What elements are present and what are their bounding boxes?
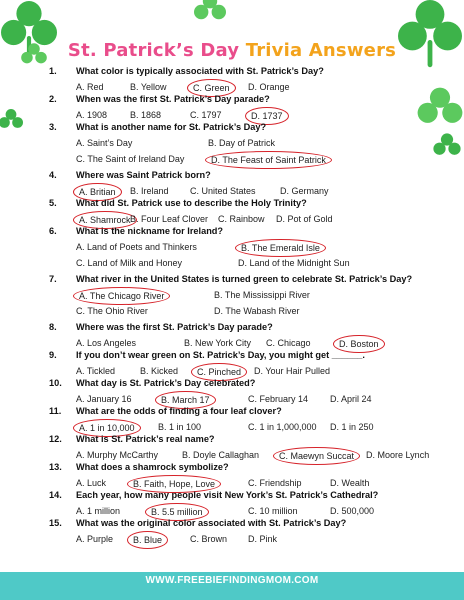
answer-option: A. Tickled <box>76 366 116 376</box>
answer-option: D. Land of the Midnight Sun <box>238 258 350 268</box>
shamrock-decoration-right-2 <box>430 130 464 164</box>
answer-option-circled <box>76 290 167 302</box>
question-text: What was the original color associated with St. Patrick’s Day? <box>76 518 347 528</box>
answer-option-circled <box>194 366 244 378</box>
answer-option: A. 1 million <box>76 506 121 516</box>
answer-option: C. Rainbow <box>218 214 265 224</box>
title-part-1: St. Patrick’s Day <box>67 40 240 61</box>
correct-answer-circle: C. Pinched <box>194 366 244 378</box>
question-text: Where was Saint Patrick born? <box>76 170 211 180</box>
answer-option: A. Red <box>76 82 104 92</box>
answer-option-circled <box>248 110 286 122</box>
question-number: 6. <box>49 226 57 236</box>
answer-option: D. Pot of Gold <box>276 214 333 224</box>
question-number: 10. <box>49 378 62 388</box>
shamrock-decoration-top-right <box>390 0 464 72</box>
question-number: 3. <box>49 122 57 132</box>
answer-option-circled <box>130 534 165 546</box>
correct-answer-circle: A. Shamrock <box>76 214 134 226</box>
answer-option-circled <box>208 154 329 166</box>
question-text: What river in the United States is turned green to celebrate St. Patrick’s Day? <box>76 274 413 284</box>
answer-option-circled <box>148 506 206 518</box>
question-text: What day is St. Patrick’s Day celebrated? <box>76 378 256 388</box>
shamrock-decoration-top-center <box>190 0 230 30</box>
answer-option: D. Pink <box>248 534 278 544</box>
answer-option: D. April 24 <box>330 394 372 404</box>
answer-option-circled <box>76 186 119 198</box>
question-text: What color is typically associated with St. Patrick’s Day? <box>76 66 324 76</box>
question-number: 9. <box>49 350 57 360</box>
answer-option: A. Los Angeles <box>76 338 137 348</box>
footer-url: WWW.FREEBIEFINDINGMOM.COM <box>145 575 319 586</box>
answer-option: C. Brown <box>190 534 228 544</box>
answer-option: A. Land of Poets and Thinkers <box>76 242 197 252</box>
answer-option-circled <box>336 338 382 350</box>
question-number: 2. <box>49 94 57 104</box>
answer-option: D. Wealth <box>330 478 370 488</box>
question-number: 5. <box>49 198 57 208</box>
question-number: 8. <box>49 322 57 332</box>
correct-answer-circle: C. Green <box>190 82 233 94</box>
answer-option: C. United States <box>190 186 256 196</box>
correct-answer-circle: C. Maewyn Succat <box>276 450 357 462</box>
answer-option: D. Your Hair Pulled <box>254 366 331 376</box>
question-text: What is another name for St. Patrick’s Day? <box>76 122 267 132</box>
question-number: 11. <box>49 406 62 416</box>
answer-option: D. Moore Lynch <box>366 450 430 460</box>
answer-option: A. 1908 <box>76 110 108 120</box>
answer-option: B. The Mississippi River <box>214 290 310 300</box>
question-number: 7. <box>49 274 57 284</box>
answer-option: D. Orange <box>248 82 290 92</box>
correct-answer-circle: B. Faith, Hope, Love <box>130 478 218 490</box>
answer-option: D. 500,000 <box>330 506 375 516</box>
question-text: If you don’t wear green on St. Patrick’s Day, you might get ______. <box>76 350 365 360</box>
question-text: What is the nickname for Ireland? <box>76 226 224 236</box>
question-text: What does a shamrock symbolize? <box>76 462 229 472</box>
shamrock-decoration-left <box>0 106 26 136</box>
answer-option: B. 1868 <box>130 110 162 120</box>
answer-option: D. Germany <box>280 186 329 196</box>
answer-option: C. Land of Milk and Honey <box>76 258 183 268</box>
answer-option: B. Day of Patrick <box>208 138 276 148</box>
answer-option: B. Four Leaf Clover <box>130 214 209 224</box>
question-text: When was the first St. Patrick’s Day parade? <box>76 94 270 104</box>
answer-option: C. 10 million <box>248 506 298 516</box>
answer-option: A. January 16 <box>76 394 132 404</box>
correct-answer-circle: B. March 17 <box>158 394 213 406</box>
answer-option-circled <box>158 394 213 406</box>
question-text: What are the odds of finding a four leaf clover? <box>76 406 282 416</box>
correct-answer-circle: A. 1 in 10,000 <box>76 422 138 434</box>
question-text: Where was the first St. Patrick’s Day parade? <box>76 322 273 332</box>
answer-option: C. The Ohio River <box>76 306 148 316</box>
answer-option-circled <box>276 450 357 462</box>
question-number: 14. <box>49 490 62 500</box>
correct-answer-circle: D. Boston <box>336 338 382 350</box>
correct-answer-circle: D. The Feast of Saint Patrick <box>208 154 329 166</box>
question-text: What is St. Patrick’s real name? <box>76 434 215 444</box>
answer-option: A. Saint’s Day <box>76 138 133 148</box>
answer-option: B. Ireland <box>130 186 169 196</box>
answer-option-circled <box>130 478 218 490</box>
answer-option: B. New York City <box>184 338 252 348</box>
answer-option: C. February 14 <box>248 394 309 404</box>
correct-answer-circle: A. The Chicago River <box>76 290 167 302</box>
answer-option: C. Chicago <box>266 338 311 348</box>
answer-option-circled <box>76 422 138 434</box>
question-number: 1. <box>49 66 57 76</box>
title-part-2: Trivia Answers <box>245 40 397 61</box>
answer-option: C. Friendship <box>248 478 302 488</box>
question-text: What did St. Patrick use to describe the Holy Trinity? <box>76 198 307 208</box>
question-number: 15. <box>49 518 62 528</box>
answer-option: C. 1797 <box>190 110 222 120</box>
answer-option-circled <box>76 214 134 226</box>
answer-option: B. 1 in 100 <box>158 422 202 432</box>
answer-option: A. Purple <box>76 534 114 544</box>
answer-option: C. 1 in 1,000,000 <box>248 422 317 432</box>
answer-option-circled <box>190 82 233 94</box>
answer-option: B. Yellow <box>130 82 167 92</box>
answer-option-circled <box>238 242 323 254</box>
correct-answer-circle: A. Britian <box>76 186 119 198</box>
page-title <box>0 40 464 61</box>
answer-option: A. Luck <box>76 478 107 488</box>
answer-option: B. Kicked <box>140 366 179 376</box>
correct-answer-circle: D. 1737 <box>248 110 286 122</box>
answer-option: D. The Wabash River <box>214 306 300 316</box>
answer-option: B. Doyle Callaghan <box>182 450 260 460</box>
question-number: 12. <box>49 434 62 444</box>
answer-option: C. The Saint of Ireland Day <box>76 154 185 164</box>
question-number: 4. <box>49 170 57 180</box>
question-number: 13. <box>49 462 62 472</box>
question-text: Each year, how many people visit New York’s St. Patrick’s Cathedral? <box>76 490 379 500</box>
correct-answer-circle: B. The Emerald Isle <box>238 242 323 254</box>
correct-answer-circle: B. Blue <box>130 534 165 546</box>
correct-answer-circle: B. 5.5 million <box>148 506 206 518</box>
answer-option: A. Murphy McCarthy <box>76 450 159 460</box>
answer-option: D. 1 in 250 <box>330 422 374 432</box>
